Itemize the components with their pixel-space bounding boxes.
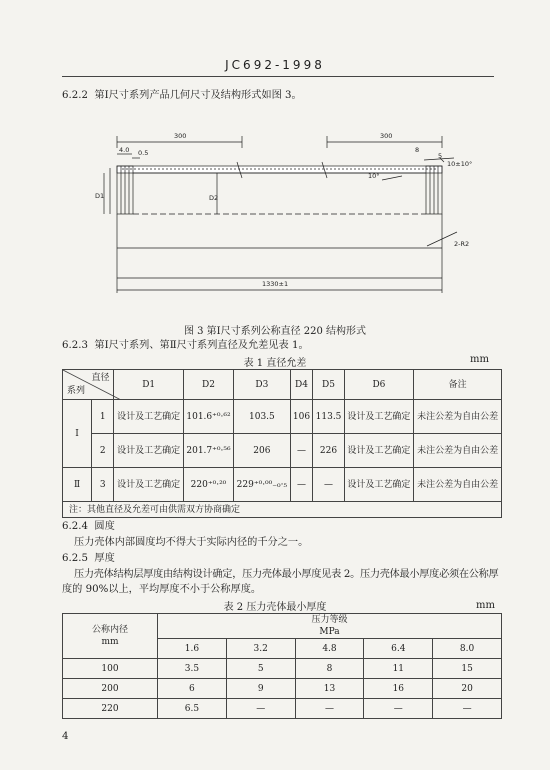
cell-note: 未注公差为自由公差	[414, 468, 502, 502]
cell-d2: 220⁺⁰·²⁰	[183, 468, 233, 502]
section-6-2-3	[62, 339, 309, 353]
table-row	[63, 659, 502, 679]
cell-d1: 设计及工艺确定	[114, 434, 183, 468]
cell-d6: 设计及工艺确定	[344, 434, 413, 468]
section-6-2-4-heading	[62, 520, 115, 534]
table-row	[63, 699, 502, 719]
cell-d4: —	[290, 434, 313, 468]
cell-thickness: 9	[226, 679, 295, 699]
table1-unit: mm	[470, 354, 489, 365]
section-number: 6.2.3	[62, 340, 88, 351]
cell-note: 未注公差为自由公差	[414, 434, 502, 468]
col-D4: D4	[290, 370, 313, 400]
cell-thickness: 16	[364, 679, 433, 699]
row-no: 1	[92, 400, 114, 434]
row-no: 2	[92, 434, 114, 468]
series-II: Ⅱ	[63, 468, 92, 502]
cell-thickness: —	[433, 699, 502, 719]
header-dn-unit: mm	[101, 637, 119, 647]
diameter-tolerance-table	[62, 369, 502, 518]
cell-thickness: 5	[226, 659, 295, 679]
section-title: 厚度	[94, 553, 115, 564]
min-thickness-table	[62, 613, 502, 719]
dim-5: 5	[438, 152, 443, 160]
table-footnote: 注：其他直径及允差可由供需双方协商确定	[63, 502, 502, 518]
page-number: 4	[62, 731, 69, 742]
section-6-2-4-text: 压力壳体内部圆度均不得大于实际内径的千分之一。	[74, 537, 309, 548]
table1-title: 表 1 直径允差	[243, 358, 307, 369]
header-diameter: 直径	[91, 373, 110, 383]
section-number: 6.2.4	[62, 521, 88, 532]
label-D2: D2	[209, 194, 219, 202]
table-row	[63, 679, 502, 699]
table-header-row	[63, 370, 502, 400]
cell-dn: 220	[63, 699, 158, 719]
table2-unit: mm	[476, 600, 495, 611]
cell-thickness: 13	[295, 679, 364, 699]
diag-header-cell	[63, 370, 114, 400]
section-number: 6.2.2	[62, 90, 88, 101]
row-no: 3	[92, 468, 114, 502]
section-6-2-5-text-1: 压力壳体结构层厚度由结构设计确定，压力壳体最小厚度见表 2。压力壳体最小厚度必须在公称厚	[74, 569, 499, 580]
dim-8: 8	[415, 146, 420, 154]
cell-dn: 100	[63, 659, 158, 679]
dim-angle: 10°	[368, 172, 380, 180]
cell-note: 未注公差为自由公差	[414, 400, 502, 434]
header-rule	[62, 76, 494, 77]
table-row	[63, 434, 502, 468]
cell-thickness: —	[295, 699, 364, 719]
cell-thickness: 6.5	[158, 699, 227, 719]
pressure-col: 6.4	[364, 639, 433, 659]
col-D1: D1	[114, 370, 183, 400]
cell-d1: 设计及工艺确定	[114, 468, 183, 502]
cell-dn: 200	[63, 679, 158, 699]
dim-4-0: 4.0	[119, 146, 130, 154]
cell-d2: 101.6⁺⁰·⁶²	[183, 400, 233, 434]
cell-d2: 201.7⁺⁰·⁵⁶	[183, 434, 233, 468]
table-footnote-row	[63, 502, 502, 518]
header-dn-label: 公称内径	[91, 625, 128, 635]
section-6-2-2	[62, 89, 302, 103]
col-remark: 备注	[414, 370, 502, 400]
cell-thickness: 20	[433, 679, 502, 699]
section-6-2-5-text-2: 度的 90%以上，平均厚度不小于公称厚度。	[62, 584, 262, 595]
series-I: Ⅰ	[63, 400, 92, 468]
table-row	[63, 468, 502, 502]
table-header-row	[63, 614, 502, 639]
cell-d3: 229⁺⁰·⁰⁰₋₀·₅	[234, 468, 291, 502]
col-D5: D5	[313, 370, 344, 400]
pressure-col: 8.0	[433, 639, 502, 659]
header-series: 系列	[67, 386, 86, 396]
label-D1: D1	[95, 192, 105, 200]
cell-d5: —	[313, 468, 344, 502]
col-D3: D3	[234, 370, 291, 400]
cell-d1: 设计及工艺确定	[114, 400, 183, 434]
cell-d6: 设计及工艺确定	[344, 468, 413, 502]
cell-d3: 206	[234, 434, 291, 468]
cell-d3: 103.5	[234, 400, 291, 434]
table-row	[63, 400, 502, 434]
col-D6: D6	[344, 370, 413, 400]
table2-title: 表 2 压力壳体最小厚度	[223, 602, 327, 613]
section-text: 第Ⅰ尺寸系列产品几何尺寸及结构形式如图 3。	[94, 90, 302, 101]
header-pressure-label: 压力等级	[311, 615, 348, 625]
cell-d5: 113.5	[313, 400, 344, 434]
header-nominal-diameter	[63, 614, 158, 659]
cell-thickness: 8	[295, 659, 364, 679]
cell-d4: 106	[290, 400, 313, 434]
pressure-col: 1.6	[158, 639, 227, 659]
header-pressure	[158, 614, 502, 639]
cell-thickness: 15	[433, 659, 502, 679]
cell-d5: 226	[313, 434, 344, 468]
section-6-2-5-heading	[62, 552, 115, 566]
section-text: 第Ⅰ尺寸系列、第Ⅱ尺寸系列直径及允差见表 1。	[94, 340, 309, 351]
pressure-col: 3.2	[226, 639, 295, 659]
label-radius: 2-R2	[454, 240, 470, 248]
dim-300-left: 300	[174, 132, 187, 140]
pipe-drawing	[62, 128, 502, 318]
dim-300-right: 300	[380, 132, 393, 140]
dim-total-length: 1330±1	[262, 280, 289, 288]
section-title: 圆度	[94, 521, 115, 532]
figure-caption: 图 3 第Ⅰ尺寸系列公称直径 220 结构形式	[183, 326, 367, 337]
dim-taper: 10±10°	[447, 160, 473, 168]
col-D2: D2	[183, 370, 233, 400]
cell-d6: 设计及工艺确定	[344, 400, 413, 434]
cell-thickness: 11	[364, 659, 433, 679]
cell-thickness: —	[226, 699, 295, 719]
header-pressure-unit: MPa	[319, 627, 340, 637]
cell-thickness: 6	[158, 679, 227, 699]
dim-0-5: 0.5	[138, 149, 149, 157]
cell-thickness: 3.5	[158, 659, 227, 679]
figure-3-drawing	[62, 128, 502, 318]
pressure-col: 4.8	[295, 639, 364, 659]
section-number: 6.2.5	[62, 553, 88, 564]
standard-header: JC692-1998	[225, 58, 325, 72]
cell-thickness: —	[364, 699, 433, 719]
cell-d4: —	[290, 468, 313, 502]
